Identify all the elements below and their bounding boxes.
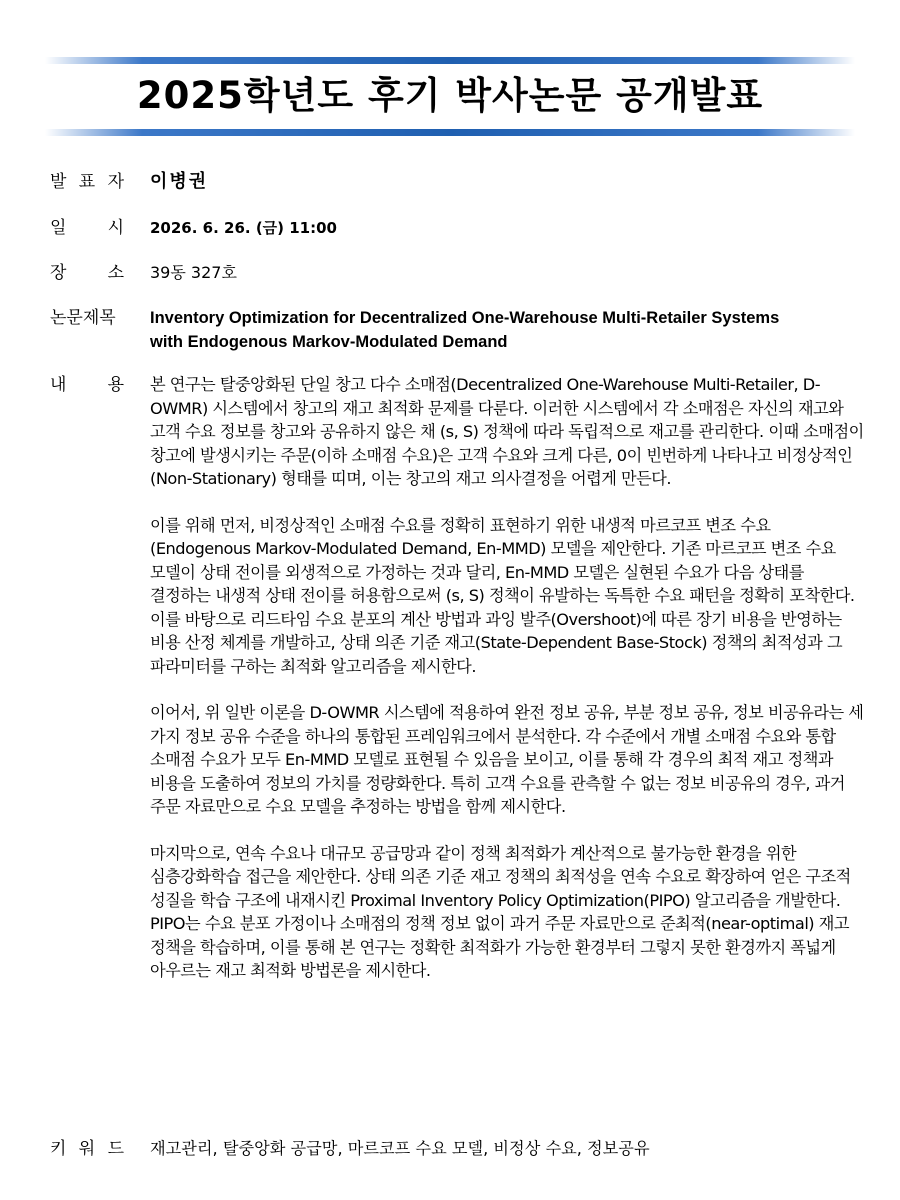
content-paragraph-4: 마지막으로, 연속 수요나 대규모 공급망과 같이 정책 최적화가 계산적으로 불가능한 환경을 위한 심층강화학습 접근을 제안한다. 상태 의존 기준 재고 정책의 최적성을 연속 수요로 확장하여 얻은 구조적 성질을 학습 구조에 내재시킨 Proximal Inventory Policy Optimization(PIPO) 알고리즘을 개발한다. PIPO는 수요 분포 가정이나 소매점의 정책 정보 없이 과거 주문 자료만으로 준최적(near-optimal) 재고 정책을 학습하며, 이를 통해 본 연구는 정확한 최적화가 가능한 환경부터 그렇지 못한 환경까지 폭넓게 아우르는 재고 최적화 방법론을 제시한다. [150, 843, 851, 980]
place-label: 장 소 [50, 263, 124, 283]
content-paragraph-2: 이를 위해 먼저, 비정상적인 소매점 수요를 정확히 표현하기 위한 내생적 마르코프 변조 수요(Endogenous Markov-Modulated Demand, En-MMD) 모델을 제안한다. 기존 마르코프 변조 수요 모델이 상태 전이를 외생적으로 가정하는 것과 달리, En-MMD 모델은 실현된 수요가 다음 상태를 결정하는 내생적 상태 전이를 허용함으로써 (s, S) 정책이 유발하는 독특한 수요 패턴을 정확히 포착한다. 이를 바탕으로 리드타임 수요 분포의 계산 방법과 과잉 발주(Overshoot)에 따른 장기 비용을 반영하는 비용 산정 체계를 개발하고, 상태 의존 기준 재고(State-Dependent Base-Stock) 정책의 최적성과 그 파라미터를 구하는 최적화 알고리즘을 제시한다. [150, 515, 855, 676]
page-title: 2025학년도 후기 박사논문 공개발표 [136, 74, 764, 117]
title-bottom-rule [45, 129, 855, 136]
presenter-label: 발 표 자 [50, 172, 124, 192]
thesis-title [150, 306, 850, 354]
keywords-value: 재고관리, 탈중앙화 공급망, 마르코프 수요 모델, 비정상 수요, 정보공유 [150, 1139, 650, 1158]
place-value: 39동 327호 [150, 263, 237, 282]
datetime-label: 일 시 [50, 218, 124, 238]
thesis-label: 논문제목 [50, 308, 116, 328]
content-label: 내 용 [50, 375, 124, 395]
presenter-name: 이병권 [150, 171, 209, 192]
thesis-title-line-1: Inventory Optimization for Decentralized One-Warehouse Multi-Retailer Systems [150, 309, 780, 327]
title-top-rule [45, 57, 855, 64]
content-paragraph-3: 이어서, 위 일반 이론을 D-OWMR 시스템에 적용하여 완전 정보 공유, 부분 정보 공유, 정보 비공유라는 세 가지 정보 공유 수준을 하나의 통합된 프레임워크에서 분석한다. 각 수준에서 개별 소매점 수요와 통합 소매점 수요가 모두 En-MMD 모델로 표현될 수 있음을 보이고, 이를 통해 각 경우의 최적 재고 정책과 비용을 도출하여 정보의 가치를 정량화한다. 특히 고객 수요를 관측할 수 없는 정보 비공유의 경우, 과거 주문 자료만으로 수요 모델을 추정하는 방법을 함께 제시한다. [150, 703, 864, 816]
thesis-title-line-2: with Endogenous Markov-Modulated Demand [150, 333, 508, 351]
datetime-value: 2026. 6. 26. (금) 11:00 [150, 219, 337, 237]
content-body [150, 373, 865, 1006]
keywords-label: 키 워 드 [50, 1139, 124, 1159]
content-paragraph-1: 본 연구는 탈중앙화된 단일 창고 다수 소매점(Decentralized One-Warehouse Multi-Retailer, D-OWMR) 시스템에서 창고의 재고 최적화 문제를 다룬다. 이러한 시스템에서 각 소매점은 자신의 재고와 고객 수요 정보를 창고와 공유하지 않은 채 (s, S) 정책에 따라 독립적으로 재고를 관리한다. 이때 소매점이 창고에 발생시키는 주문(이하 소매점 수요)은 고객 수요와 크게 다른, 0이 빈번하게 나타나고 비정상적인 (Non-Stationary) 형태를 띠며, 이는 창고의 재고 의사결정을 어렵게 만든다. [150, 375, 864, 488]
